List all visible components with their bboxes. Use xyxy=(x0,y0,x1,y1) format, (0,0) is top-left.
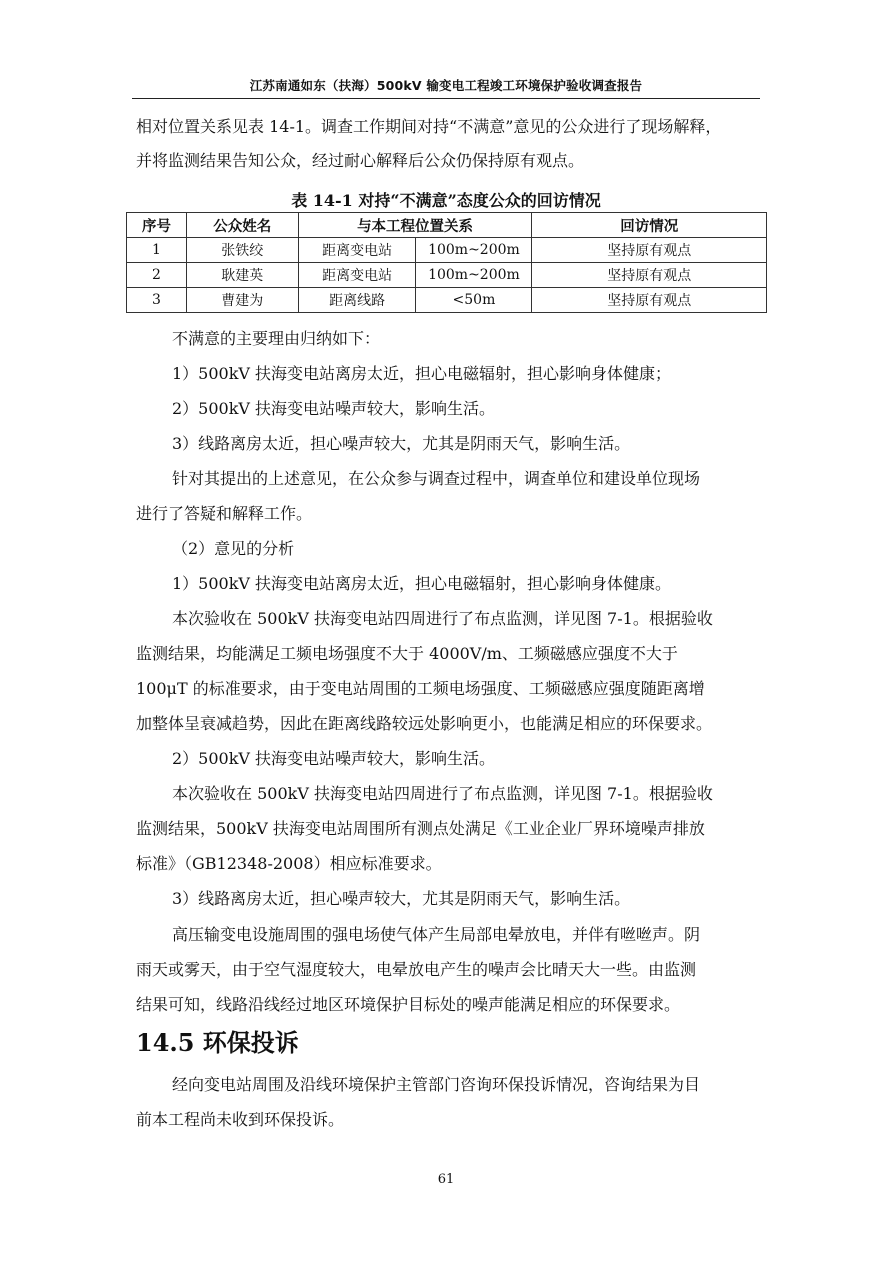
list-item: 3）线路离房太近，担心噪声较大，尤其是阴雨天气，影响生活。 xyxy=(172,434,631,453)
paragraph-line: 监测结果，500kV 扶海变电站周围所有测点处满足《工业企业厂界环境噪声排放 xyxy=(136,819,705,838)
paragraph-line: 高压输变电设施周围的强电场使气体产生局部电晕放电，并伴有咝咝声。阴 xyxy=(172,925,701,944)
revisit-table xyxy=(126,212,767,313)
paragraph-line: 不满意的主要理由归纳如下： xyxy=(172,329,381,348)
cell-relation: 距离变电站 xyxy=(298,263,416,288)
subsection-heading: （2）意见的分析 xyxy=(172,539,295,558)
section-heading: 14.5 环保投诉 xyxy=(136,1028,299,1057)
list-item: 1）500kV 扶海变电站离房太近，担心电磁辐射，担心影响身体健康； xyxy=(172,364,672,383)
paragraph-line: 雨天或雾天，由于空气湿度较大，电晕放电产生的噪声会比晴天大一些。由监测 xyxy=(136,960,697,979)
list-item: 2）500kV 扶海变电站噪声较大，影响生活。 xyxy=(172,749,496,768)
paragraph-line: 加整体呈衰减趋势，因此在距离线路较远处影响更小，也能满足相应的环保要求。 xyxy=(136,714,713,733)
table-row xyxy=(127,238,767,263)
header-divider xyxy=(132,98,760,99)
table-row xyxy=(127,263,767,288)
cell-index: 3 xyxy=(127,288,187,313)
paragraph-line: 并将监测结果告知公众，经过耐心解释后公众仍保持原有观点。 xyxy=(136,151,585,170)
table-row xyxy=(127,288,767,313)
list-item: 3）线路离房太近，担心噪声较大，尤其是阴雨天气，影响生活。 xyxy=(172,889,631,908)
paragraph-line: 本次验收在 500kV 扶海变电站四周进行了布点监测，详见图 7-1。根据验收 xyxy=(172,784,713,803)
cell-relation: 距离线路 xyxy=(298,288,416,313)
list-item: 2）500kV 扶海变电站噪声较大，影响生活。 xyxy=(172,399,496,418)
cell-index: 1 xyxy=(127,238,187,263)
cell-index: 2 xyxy=(127,263,187,288)
paragraph-line: 监测结果，均能满足工频电场强度不大于 4000V/m、工频磁感应强度不大于 xyxy=(136,644,678,663)
cell-name: 张铁绞 xyxy=(186,238,298,263)
paragraph-line: 标准》（GB12348-2008）相应标准要求。 xyxy=(136,854,442,873)
cell-name: 耿建英 xyxy=(186,263,298,288)
cell-distance: 100m~200m xyxy=(416,238,532,263)
paragraph-line: 本次验收在 500kV 扶海变电站四周进行了布点监测，详见图 7-1。根据验收 xyxy=(172,609,713,628)
cell-revisit: 坚持原有观点 xyxy=(532,263,767,288)
col-header-position: 与本工程位置关系 xyxy=(298,213,532,238)
paragraph-line: 针对其提出的上述意见，在公众参与调查过程中，调查单位和建设单位现场 xyxy=(172,469,701,488)
paragraph-line: 进行了答疑和解释工作。 xyxy=(136,504,313,523)
cell-relation: 距离变电站 xyxy=(298,238,416,263)
col-header-revisit: 回访情况 xyxy=(532,213,767,238)
report-header-title: 江苏南通如东（扶海）500kV 输变电工程竣工环境保护验收调查报告 xyxy=(249,78,643,93)
col-header-name: 公众姓名 xyxy=(186,213,298,238)
page-number: 61 xyxy=(437,1172,455,1187)
paragraph-line: 结果可知，线路沿线经过地区环境保护目标处的噪声能满足相应的环保要求。 xyxy=(136,995,681,1014)
paragraph-line: 100μT 的标准要求，由于变电站周围的工频电场强度、工频磁感应强度随距离增 xyxy=(136,679,705,698)
cell-revisit: 坚持原有观点 xyxy=(532,288,767,313)
paragraph-line: 相对位置关系见表 14-1。调查工作期间对持“不满意”意见的公众进行了现场解释， xyxy=(136,117,722,136)
col-header-index: 序号 xyxy=(127,213,187,238)
paragraph-line: 前本工程尚未收到环保投诉。 xyxy=(136,1110,345,1129)
cell-distance: 100m~200m xyxy=(416,263,532,288)
cell-name: 曹建为 xyxy=(186,288,298,313)
cell-distance: <50m xyxy=(416,288,532,313)
list-item: 1）500kV 扶海变电站离房太近，担心电磁辐射，担心影响身体健康。 xyxy=(172,574,672,593)
paragraph-line: 经向变电站周围及沿线环境保护主管部门咨询环保投诉情况，咨询结果为目 xyxy=(172,1075,701,1094)
table-caption: 表 14-1 对持“不满意”态度公众的回访情况 xyxy=(291,191,601,210)
table-header-row xyxy=(127,213,767,238)
cell-revisit: 坚持原有观点 xyxy=(532,238,767,263)
